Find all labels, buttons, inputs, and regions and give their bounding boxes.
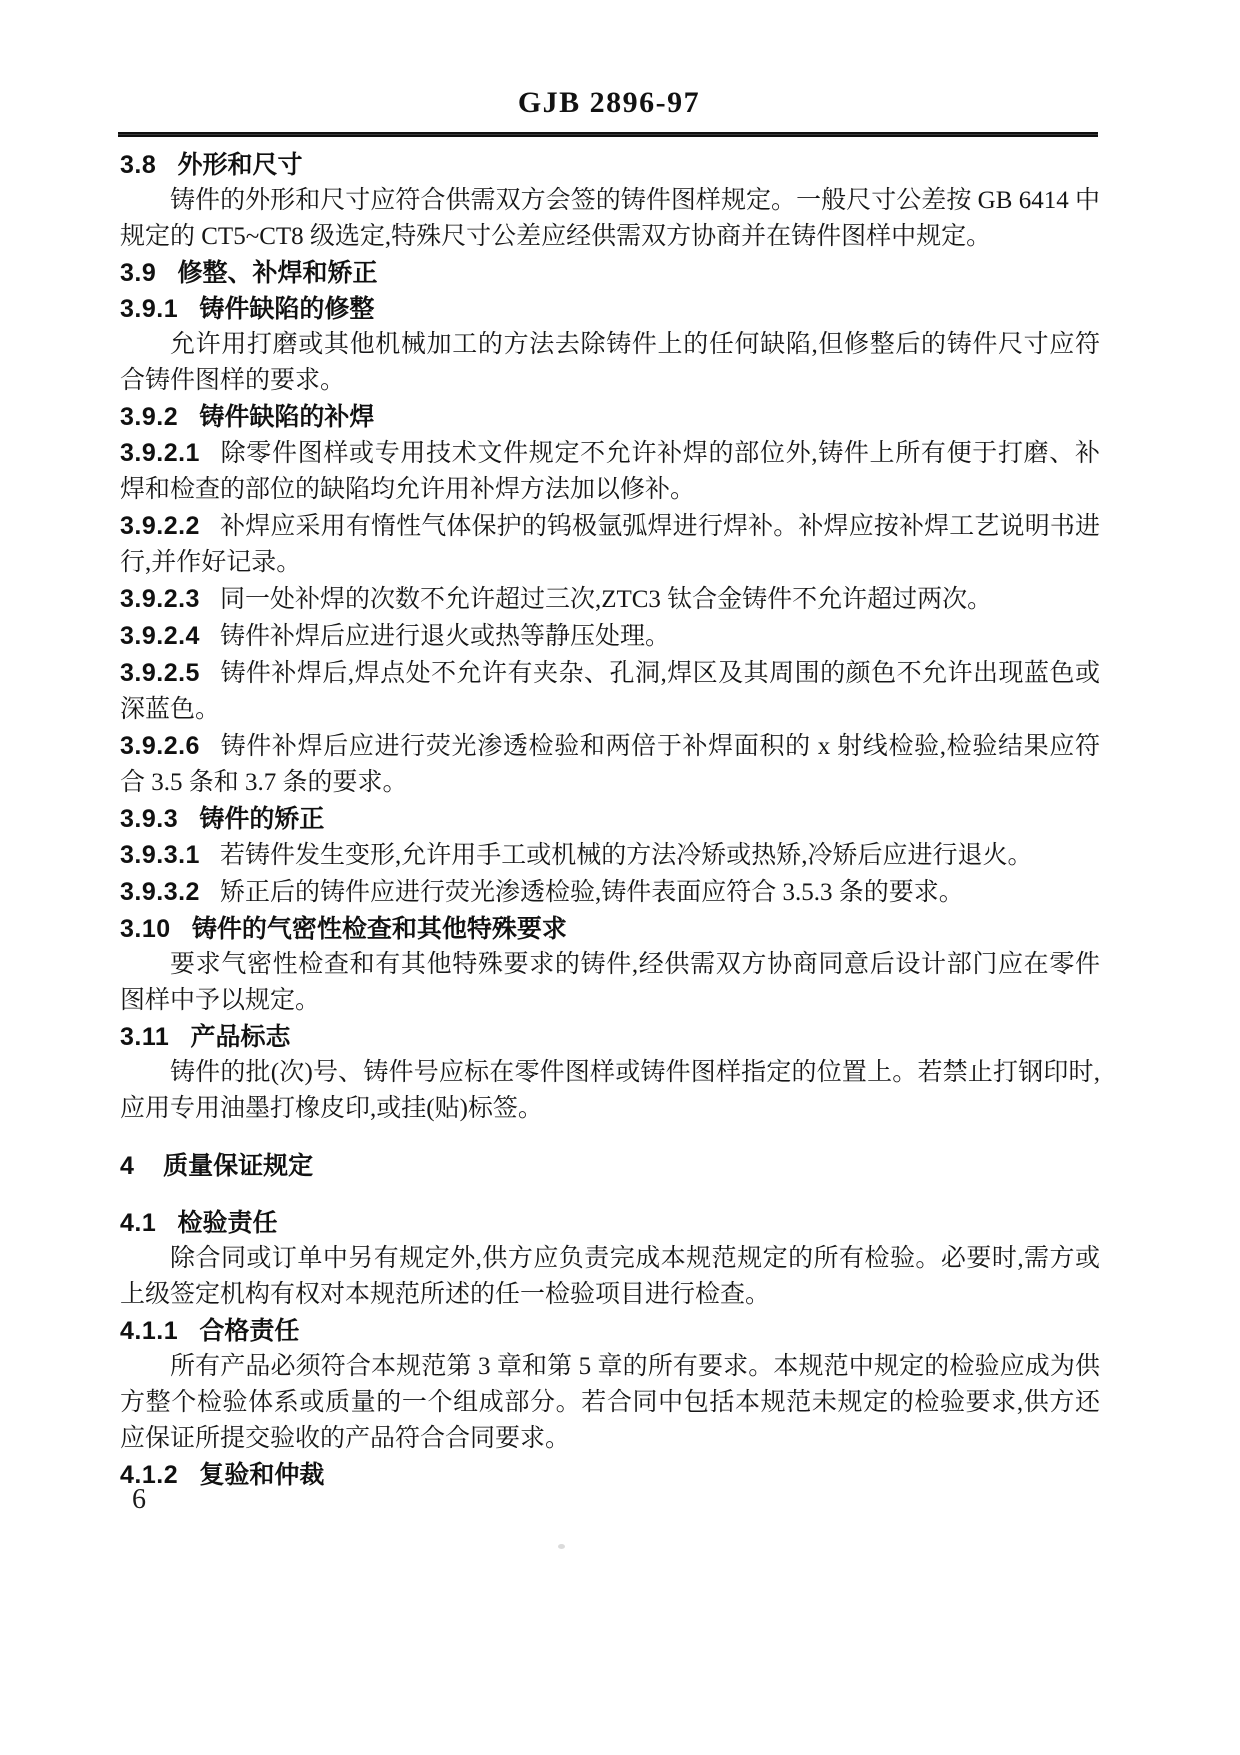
heading-3-9-2 [120,399,1100,435]
clause-3-9-2-5 [120,655,1100,728]
section-number: 4.1.2 [120,1461,179,1489]
chapter-number: 4 [120,1152,135,1180]
paragraph-4-1: 除合同或订单中另有规定外,供方应负责完成本规范规定的所有检验。必要时,需方或上级签定机构有权对本规范所述的任一检验项目进行检查。 [120,1245,1100,1308]
section-title: 铸件缺陷的补焊 [199,403,375,431]
heading-3-9 [120,255,1100,291]
clause-text: 铸件补焊后应进行荧光渗透检验和两倍于补焊面积的 x 射线检验,检验结果应符合 3.5 条和 3.7 条的要求。 [120,733,1100,796]
section-title: 合格责任 [199,1317,300,1345]
section-title: 修整、补焊和矫正 [177,259,378,287]
section-title: 复验和仲裁 [199,1461,325,1489]
section-number: 4.1.1 [120,1317,179,1345]
section-number: 3.9.3 [120,805,179,833]
section-number: 3.10 [120,915,171,943]
clause-text: 补焊应采用有惰性气体保护的钨极氩弧焊进行焊补。补焊应按补焊工艺说明书进行,并作好记录。 [120,513,1100,576]
heading-4-1 [120,1205,1100,1241]
paragraph-3-9-1: 允许用打磨或其他机械加工的方法去除铸件上的任何缺陷,但修整后的铸件尺寸应符合铸件图样的要求。 [120,331,1100,394]
heading-3-8 [120,147,1100,183]
section-title: 铸件缺陷的修整 [199,295,375,323]
section-title: 检验责任 [177,1209,278,1237]
section-number: 3.9.1 [120,295,179,323]
section-title: 铸件的矫正 [199,805,325,833]
clause-3-9-3-2 [120,874,1100,911]
clause-3-9-2-4 [120,618,1100,655]
chapter-title: 质量保证规定 [163,1152,314,1180]
clause-number: 3.9.3.1 [120,841,200,869]
clause-3-9-2-3 [120,581,1100,618]
heading-3-11 [120,1019,1100,1055]
clause-number: 3.9.2.3 [120,585,200,613]
section-title: 铸件的气密性检查和其他特殊要求 [191,915,567,943]
section-number: 3.9.2 [120,403,179,431]
clause-text: 除零件图样或专用技术文件规定不允许补焊的部位外,铸件上所有便于打磨、补焊和检查的部位的缺陷均允许用补焊方法加以修补。 [120,440,1100,503]
section-number: 3.9 [120,259,157,287]
heading-4-1-1 [120,1313,1100,1349]
section-number: 4.1 [120,1209,157,1237]
clause-number: 3.9.2.1 [120,439,200,467]
paragraph-3-8: 铸件的外形和尺寸应符合供需双方会签的铸件图样规定。一般尺寸公差按 GB 6414 中规定的 CT5~CT8 级选定,特殊尺寸公差应经供需双方协商并在铸件图样中规定。 [120,187,1100,250]
heading-4-1-2 [120,1457,1100,1493]
heading-3-9-1 [120,291,1100,327]
clause-text: 铸件补焊后应进行退火或热等静压处理。 [219,623,670,650]
section-title: 产品标志 [190,1023,291,1051]
clause-text: 同一处补焊的次数不允许超过三次,ZTC3 钛合金铸件不允许超过两次。 [219,586,993,613]
paragraph-4-1-1: 所有产品必须符合本规范第 3 章和第 5 章的所有要求。本规范中规定的检验应成为供方整个检验体系或质量的一个组成部分。若合同中包括本规范未规定的检验要求,供方还应保证所提交验收的产品符合合同要求。 [120,1353,1100,1452]
paragraph-3-11: 铸件的批(次)号、铸件号应标在零件图样或铸件图样指定的位置上。若禁止打钢印时,应用专用油墨打橡皮印,或挂(贴)标签。 [120,1059,1100,1122]
section-number: 3.8 [120,151,157,179]
clause-number: 3.9.2.4 [120,622,200,650]
heading-chapter-4 [120,1148,1100,1184]
scan-speck [558,1544,565,1549]
clause-3-9-3-1 [120,837,1100,874]
document-body [120,147,1100,1493]
page-number: 6 [132,1484,146,1515]
paragraph-3-10: 要求气密性检查和有其他特殊要求的铸件,经供需双方协商同意后设计部门应在零件图样中予以规定。 [120,951,1100,1014]
section-number: 3.11 [120,1023,170,1051]
clause-text: 若铸件发生变形,允许用手工或机械的方法冷矫或热矫,冷矫后应进行退火。 [219,842,1033,869]
clause-3-9-2-6 [120,728,1100,801]
standard-code-header: GJB 2896-97 [517,86,701,119]
clause-number: 3.9.3.2 [120,878,200,906]
clause-text: 矫正后的铸件应进行荧光渗透检验,铸件表面应符合 3.5.3 条的要求。 [219,879,964,906]
clause-number: 3.9.2.6 [120,732,200,760]
clause-number: 3.9.2.2 [120,512,200,540]
clause-number: 3.9.2.5 [120,659,200,687]
heading-3-10 [120,911,1100,947]
clause-text: 铸件补焊后,焊点处不允许有夹杂、孔洞,焊区及其周围的颜色不允许出现蓝色或深蓝色。 [120,660,1100,723]
header-rule [118,132,1098,137]
heading-3-9-3 [120,801,1100,837]
clause-3-9-2-1 [120,435,1100,508]
clause-3-9-2-2 [120,508,1100,581]
section-title: 外形和尺寸 [177,151,303,179]
